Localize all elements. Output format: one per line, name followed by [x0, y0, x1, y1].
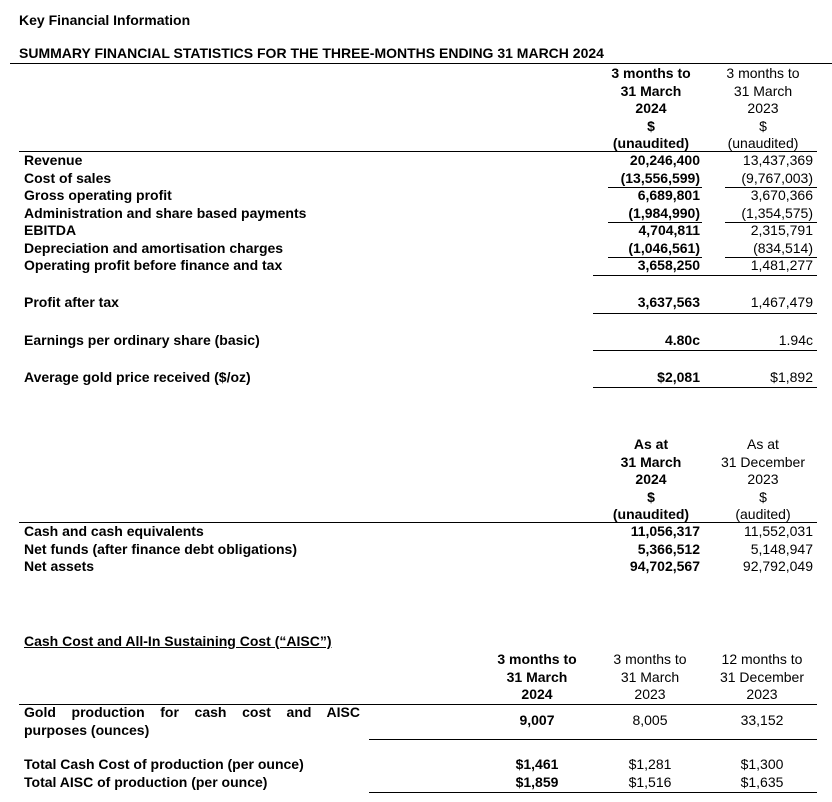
row-value-2024: 94,702,567 [629, 558, 700, 574]
heading-divider [10, 63, 832, 64]
profit-after-tax-label: Profit after tax [24, 294, 119, 310]
row-value-2023: 1,481,277 [750, 257, 813, 273]
gold-production-v1: 9,007 [519, 712, 555, 728]
header-line: 2024 [635, 100, 667, 116]
row-label: Net funds (after finance debt obligations) [24, 540, 298, 557]
header-line: 31 March [620, 668, 680, 685]
gold-production-v3: 33,152 [740, 712, 784, 728]
page-title: Key Financial Information [19, 12, 191, 28]
gold-price-2024: $2,081 [657, 369, 700, 385]
header-line: 3 months to [611, 65, 691, 81]
header-line: 31 March [620, 453, 682, 470]
header-line: 31 March [620, 82, 682, 99]
header-line: $ [759, 488, 767, 505]
row-label: Revenue [24, 152, 83, 168]
row-value-2024: 20,246,400 [629, 152, 700, 168]
gold-production-v2: 8,005 [632, 712, 668, 728]
row-label: Gross operating profit [24, 187, 172, 203]
row-value-v2: $1,516 [628, 773, 672, 790]
row-rule [369, 739, 817, 740]
header-line: As at [747, 436, 779, 452]
row-value-v3: $1,635 [740, 773, 784, 790]
header-line: 2023 [634, 686, 666, 702]
summary-heading: SUMMARY FINANCIAL STATISTICS FOR THE THREE-MONTHS ENDING 31 MARCH 2024 [19, 45, 604, 61]
row-label: Cash and cash equivalents [24, 523, 204, 539]
balance-col1-header [596, 436, 706, 524]
row-value-2023: 13,437,369 [742, 152, 813, 168]
row-value-v2: $1,281 [628, 756, 672, 772]
row-label: Operating profit before finance and tax [24, 257, 283, 273]
total-rule [593, 387, 817, 388]
header-line: $ [759, 117, 767, 134]
header-line: 2023 [747, 100, 779, 116]
header-line: 31 March [733, 82, 793, 99]
header-line: 3 months to [726, 65, 800, 81]
row-value-2024: 6,689,801 [637, 187, 700, 203]
eps-label: Earnings per ordinary share (basic) [24, 332, 260, 348]
aisc-col3-header [705, 651, 819, 704]
row-value-2023: (9,767,003) [741, 169, 813, 186]
row-label: Total AISC of production (per ounce) [24, 773, 268, 790]
header-line: 31 December [720, 453, 806, 470]
header-line: $ [647, 488, 655, 505]
row-value-2024: 4,704,811 [638, 222, 700, 238]
header-line: $ [647, 117, 655, 134]
row-value-2023: 92,792,049 [742, 558, 813, 574]
row-value-v3: $1,300 [740, 756, 784, 772]
row-value-v1: $1,859 [515, 773, 559, 790]
row-value-2023: 3,670,366 [750, 187, 813, 203]
eps-2023: 1.94c [778, 332, 813, 348]
header-line: 2023 [746, 686, 778, 702]
row-label: Cost of sales [24, 169, 112, 186]
row-value-2023: (1,354,575) [741, 204, 813, 221]
header-line: 31 December [719, 668, 805, 685]
row-value-2024: (1,984,990) [628, 204, 700, 221]
header-line: 3 months to [613, 651, 687, 667]
eps-2024: 4.80c [664, 332, 700, 348]
balance-col2-header [708, 436, 818, 524]
row-rule [369, 792, 817, 793]
profit-after-tax-2024: 3,637,563 [637, 294, 700, 310]
row-value-2023: 11,552,031 [743, 523, 813, 539]
row-value-2024: (1,046,561) [628, 239, 700, 256]
header-line: 2024 [521, 686, 553, 702]
header-line: 3 months to [497, 651, 577, 667]
row-label: Net assets [24, 558, 95, 574]
aisc-heading: Cash Cost and All-In Sustaining Cost (“AISC”) [24, 633, 332, 649]
total-rule [593, 275, 817, 276]
row-value-2023: 2,315,791 [750, 222, 813, 238]
aisc-col2-header [595, 651, 705, 704]
summary-col2-header [708, 65, 818, 153]
gold-production-label-line1: Gold production for cash cost and AISC [24, 704, 360, 720]
header-line: (unaudited) [612, 135, 690, 151]
row-label: Depreciation and amortisation charges [24, 239, 284, 256]
header-line: 31 March [506, 668, 568, 685]
row-value-2024: 3,658,250 [637, 257, 700, 273]
row-value-2024: 5,366,512 [637, 540, 700, 557]
row-label: Total Cash Cost of production (per ounce) [24, 756, 304, 772]
profit-after-tax-2023: 1,467,479 [750, 294, 813, 310]
summary-col1-header [596, 65, 706, 153]
row-value-2024: (13,556,599) [620, 169, 700, 186]
header-line: (unaudited) [727, 135, 799, 151]
total-rule [593, 313, 817, 314]
row-label: Administration and share based payments [24, 204, 307, 221]
header-line: (unaudited) [612, 506, 690, 522]
row-label: EBITDA [24, 222, 77, 238]
aisc-col1-header [482, 651, 592, 704]
row-value-2024: 11,056,317 [630, 523, 700, 539]
gold-price-2023: $1,892 [770, 369, 813, 385]
header-line: 2023 [747, 471, 779, 487]
gold-production-label-line2: purposes (ounces) [24, 721, 150, 738]
total-rule [593, 350, 817, 351]
header-line: (audited) [735, 506, 791, 522]
row-value-v1: $1,461 [515, 756, 559, 772]
row-value-2023: (834,514) [753, 239, 813, 256]
header-line: As at [633, 436, 669, 452]
row-value-2023: 5,148,947 [750, 540, 813, 557]
header-line: 2024 [635, 471, 667, 487]
gold-price-label: Average gold price received ($/oz) [24, 369, 251, 385]
header-line: 12 months to [721, 651, 803, 667]
